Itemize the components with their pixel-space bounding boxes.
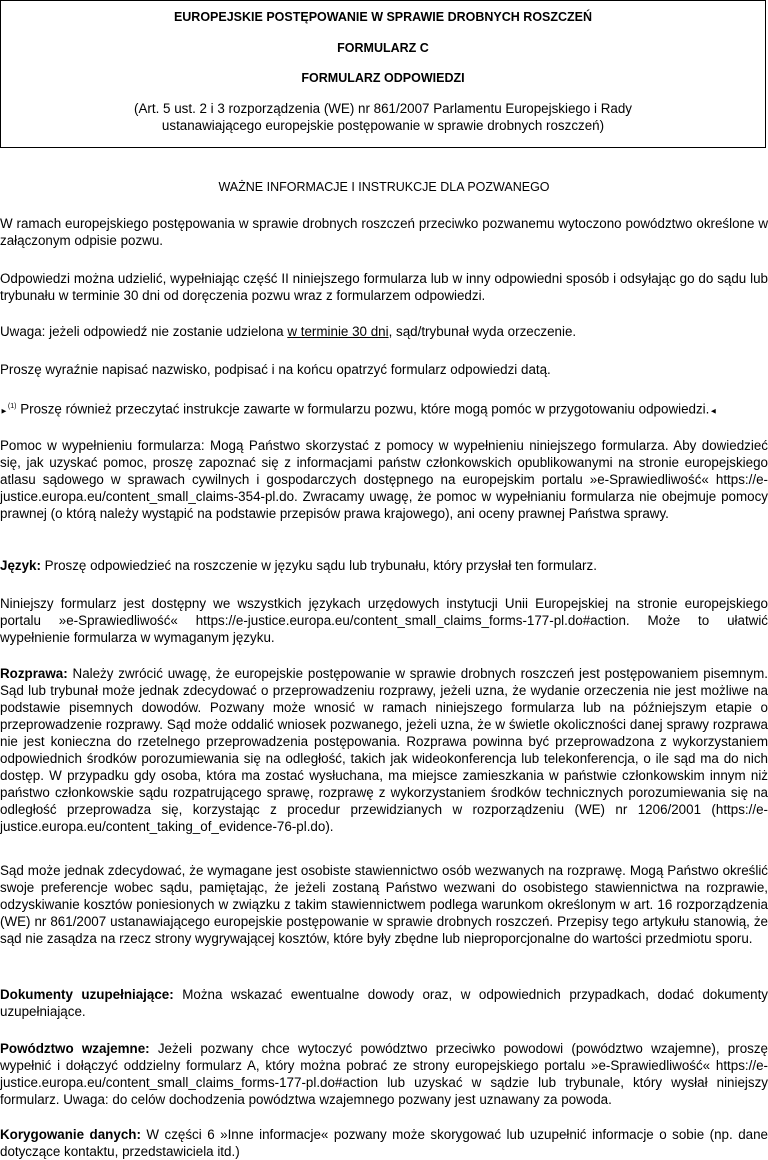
form-name-title: FORMULARZ ODPOWIEDZI (301, 71, 465, 85)
form-letter-title: FORMULARZ C (337, 41, 429, 55)
form-header-box (0, 0, 766, 148)
counterclaim-label: Powództwo wzajemne: (0, 1041, 150, 1056)
data-correction-text: W części 6 »Inne informacje« pozwany może skorygować lub uzupełnić informacje o sobie (np. dane dotyczące kontaktu, przedstawiciela itd.) (0, 1127, 768, 1159)
instructions-heading: WAŻNE INFORMACJE I INSTRUKCJE DLA POZWANEGO (218, 180, 550, 194)
claim-form-instructions-text: Proszę również przeczytać instrukcje zawarte w formularzu pozwu, które mogą pomóc w przygotowaniu odpowiedzi. (16, 401, 710, 417)
hearing-text: Należy zwrócić uwagę, że europejskie postępowanie w sprawie drobnych roszczeń jest postępowaniem pisemnym. Sąd lub trybunał może jednak zdecydować o przeprowadzeniu rozprawy, jeżeli uzna, że wydanie orzeczenia nie jest możliwe na podstawie pisemnych dowodów. Pozwany może wnosić w ramach niniejszego formularza lub na późniejszym etapie o przeprowadzenie rozprawy. Sąd może oddalić wniosek pozwanego, jeżeli uzna, że w świetle okoliczności danej sprawy rozprawa nie jest konieczna do rzetelnego przeprowadzenia postępowania. Rozprawa powinna być przeprowadzona z wykorzystaniem odpowiednich środków porozumiewania się na odległość, takich jak wideokonferencja lub telekonferencja, o ile sąd ma do nich dostęp. W przypadku gdy osoba, która ma zostać wysłuchana, ma miejsce zamieszkania w państwie członkowskim innym niż państwo członkowskie sądu rozpatrującego sprawę, rozprawę z wykorzystaniem środków technicznych porozumiewania się na odległość przeprowadza się, korzystając z procedur przewidzianych w rozporządzeniu (WE) nr 1206/2001 (https://e-justice.europa.eu/content_taking_of_evidence-76-pl.do). (0, 666, 768, 834)
deadline-underlined: w terminie 30 dni (287, 324, 389, 339)
amendment-footnote: (1) (7, 403, 17, 410)
legal-basis (1, 100, 765, 134)
counterclaim-text: Jeżeli pozwany chce wytoczyć powództwo przeciwko powodowi (powództwo wzajemne), proszę wypełnić i dołączyć oddzielny formularz A, który można pobrać ze strony europejskiego portalu »e-Sprawiedliwość« https://e-justice.europa.eu/content_small_claims_forms-177-pl.do#action lub uzyskać w sądzie lub trybunale, który wysłał niniejszy formularz. Uwaga: do celów dochodzenia powództwa wzajemnego pozwany jest uznawany za powoda. (0, 1041, 768, 1107)
data-correction-label: Korygowanie danych: (0, 1127, 141, 1142)
paragraph-claim-info: W ramach europejskiego postępowania w sprawie drobnych roszczeń przeciwko pozwanemu wytoczono powództwo określone w załączonym odpisie pozwu. (0, 216, 768, 248)
supporting-documents-label: Dokumenty uzupełniające: (0, 987, 174, 1002)
paragraph-language (0, 557, 768, 574)
language-label: Język: (0, 558, 41, 573)
paragraph-data-correction (0, 1126, 768, 1160)
paragraph-supporting-documents (0, 986, 768, 1020)
paragraph-deadline-warning (0, 323, 768, 340)
paragraph-signature-instructions: Proszę wyraźnie napisać nazwisko, podpisać i na końcu opatrzyć formularz odpowiedzi datą. (0, 362, 551, 377)
legal-basis-line1: (Art. 5 ust. 2 i 3 rozporządzenia (WE) nr 861/2007 Parlamentu Europejskiego i Rady (134, 101, 632, 116)
language-text: Proszę odpowiedzieć na roszczenie w języku sądu lub trybunału, który przysłał ten formularz. (40, 558, 597, 573)
amendment-start-marker: ► (0, 406, 8, 416)
supporting-documents-text: Można wskazać ewentualne dowody oraz, w odpowiednich przypadkach, dodać dokumenty uzupełniające. (0, 987, 768, 1019)
paragraph-form-help: Pomoc w wypełnieniu formularza: Mogą Państwo skorzystać z pomocy w wypełnieniu niniejszego formularza. Aby dowiedzieć się, jak uzyskać pomoc, proszę zapoznać się z informacjami państw członkowskich opublikowanymi na stronie europejskiego atlasu sądowego w sprawach cywilnych i gospodarczych dostępnego na europejskim portalu »e-Sprawiedliwość« https://e-justice.europa.eu/content_small_claims-354-pl.do. Zwracamy uwagę, że pomoc w wypełnianiu formularza nie obejmuje pomocy prawnej (o którą należy wystąpić na podstawie przepisów prawa krajowego), ani oceny prawnej Państwa sprawy. (0, 438, 768, 521)
paragraph-response-method: Odpowiedzi można udzielić, wypełniając część II niniejszego formularza lub w inny odpowiedni sposób i odsyłając go do sądu lub trybunału w terminie 30 dni od doręczenia pozwu wraz z formularzem odpowiedzi. (0, 271, 768, 303)
paragraph-hearing (0, 665, 768, 835)
paragraph-personal-appearance: Sąd może jednak zdecydować, że wymagane jest osobiste stawiennictwo osób wezwanych na rozprawę. Mogą Państwo określić swoje preferencje wobec sądu, pamiętając, że jeżeli zostaną Państwo wezwani do osobistego stawiennictwa na rozprawie, odzyskiwanie kosztów poniesionych w związku z takim stawiennictwem podlega warunkom określonym w art. 16 rozporządzenia (WE) nr 861/2007 ustanawiającego europejskie postępowanie w sprawie drobnych roszczeń. Przepisy tego artykułu stanowią, że sąd nie zasądza na rzecz strony wygrywającej kosztów, które były zbędne lub nieproporcjonalne do wartości przedmiotu sporu. (0, 863, 768, 946)
hearing-label: Rozprawa: (0, 666, 68, 681)
paragraph-form-availability: Niniejszy formularz jest dostępny we wszystkich językach urzędowych instytucji Unii Europejskiej na stronie europejskiego portalu »e-Sprawiedliwość« https://e-justice.europa.eu/content_small_claims_forms-177-pl.do#action. Może to ułatwić wypełnienie formularza w wymaganym języku. (0, 596, 768, 645)
paragraph-claim-form-instructions (0, 398, 768, 419)
paragraph-counterclaim (0, 1040, 768, 1108)
procedure-title: EUROPEJSKIE POSTĘPOWANIE W SPRAWIE DROBNYCH ROSZCZEŃ (173, 10, 593, 24)
legal-basis-line2: ustanawiającego europejskie postępowanie w sprawie drobnych roszczeń) (161, 118, 605, 133)
deadline-warning-text: Uwaga: jeżeli odpowiedź nie zostanie udzielona (0, 324, 288, 339)
amendment-end-marker: ◄ (709, 406, 718, 416)
deadline-warning-end: , sąd/trybunał wyda orzeczenie. (388, 324, 577, 339)
